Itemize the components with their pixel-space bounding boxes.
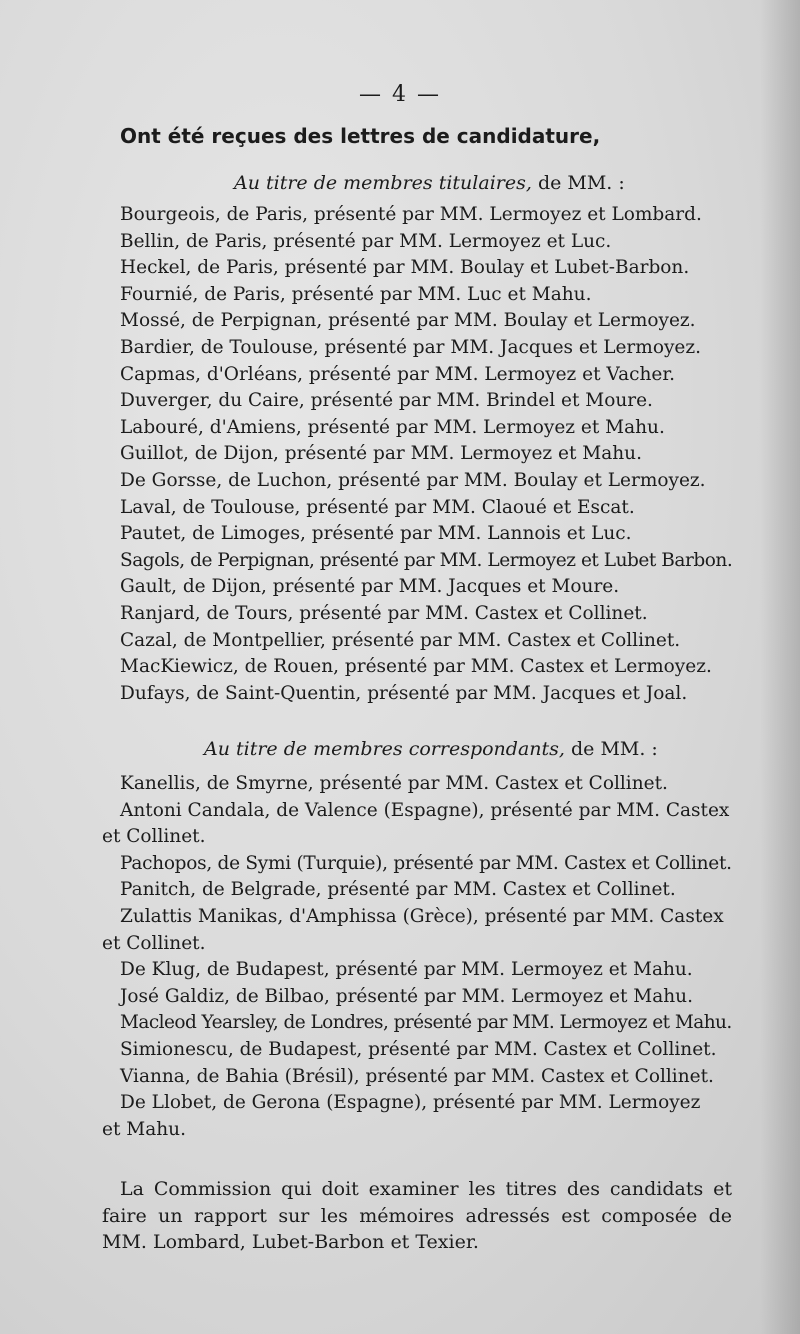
candidate-line: Vianna, de Bahia (Brésil), présenté par MM. Castex et Collinet. [120, 1065, 714, 1087]
candidate-line: Bellin, de Paris, présenté par MM. Lermoyez et Luc. [120, 230, 612, 252]
candidate-line: MacKiewicz, de Rouen, présenté par MM. Castex et Lermoyez. [120, 656, 712, 678]
candidate-line: De Llobet, de Gerona (Espagne), présenté par MM. Lermoyez [120, 1092, 701, 1114]
page-edge-shadow [760, 0, 800, 1334]
candidate-line: Simionescu, de Budapest, présenté par MM. Castex et Collinet. [120, 1038, 717, 1060]
candidate-line: Cazal, de Montpellier, présenté par MM. Castex et Collinet. [120, 629, 681, 651]
candidate-line: De Gorsse, de Luchon, présenté par MM. Boulay et Lermoyez. [120, 469, 706, 491]
candidate-line: Sagols, de Perpignan, présenté par MM. Lermoyez et Lubet Barbon. [120, 549, 733, 571]
candidate-line: José Galdiz, de Bilbao, présenté par MM. Lermoyez et Mahu. [120, 985, 693, 1007]
candidate-line: Pautet, de Limoges, présenté par MM. Lannois et Luc. [120, 523, 632, 545]
candidate-line: Macleod Yearsley, de Londres, présenté par MM. Lermoyez et Mahu. [120, 1012, 732, 1034]
page-number: — 4 — [359, 82, 441, 107]
candidate-line: Laval, de Toulouse, présenté par MM. Claoué et Escat. [120, 496, 635, 518]
titulaires-list [102, 202, 732, 707]
candidate-line: Ranjard, de Tours, présenté par MM. Castex et Collinet. [120, 602, 648, 624]
section-correspondants-label: Au titre de membres correspondants, [204, 738, 565, 760]
candidate-line: Capmas, d'Orléans, présenté par MM. Lermoyez et Vacher. [120, 363, 676, 385]
candidate-line: Pachopos, de Symi (Turquie), présenté par MM. Castex et Collinet. [120, 852, 732, 874]
candidate-line: Panitch, de Belgrade, présenté par MM. Castex et Collinet. [120, 879, 676, 901]
candidate-line: Guillot, de Dijon, présenté par MM. Lermoyez et Mahu. [120, 443, 642, 465]
candidate-line: Duverger, du Caire, présenté par MM. Brindel et Moure. [120, 390, 653, 412]
candidate-line-continuation: et Mahu. [102, 1118, 186, 1140]
candidate-line: De Klug, de Budapest, présenté par MM. Lermoyez et Mahu. [120, 959, 693, 981]
commission-paragraph: La Commission qui doit examiner les titres des candidats et faire un rapport sur les mémoires adressés est composée de MM. Lombard, Lubet-Barbon et Texier. [102, 1178, 732, 1254]
section-titulaires-title [102, 172, 800, 194]
section-correspondants-suffix: de MM. : [564, 738, 658, 760]
candidate-line: Gault, de Dijon, présenté par MM. Jacques et Moure. [120, 576, 620, 598]
section-correspondants-title [102, 738, 800, 760]
candidate-line: Bourgeois, de Paris, présenté par MM. Lermoyez et Lombard. [120, 204, 702, 225]
candidate-line-continuation: et Collinet. [102, 932, 206, 954]
candidature-heading: Ont été reçues des lettres de candidature, [120, 124, 601, 148]
candidate-line: Fournié, de Paris, présenté par MM. Luc et Mahu. [120, 283, 592, 305]
candidate-line: Kanellis, de Smyrne, présenté par MM. Castex et Collinet. [120, 773, 668, 794]
candidate-line: Mossé, de Perpignan, présenté par MM. Boulay et Lermoyez. [120, 310, 696, 332]
candidate-line: Zulattis Manikas, d'Amphissa (Grèce), présenté par MM. Castex [120, 905, 724, 927]
section-titulaires-suffix: de MM. : [531, 172, 625, 194]
candidate-line: Bardier, de Toulouse, présenté par MM. Jacques et Lermoyez. [120, 336, 701, 358]
correspondants-list [102, 771, 732, 1143]
candidate-line: Heckel, de Paris, présenté par MM. Boulay et Lubet-Barbon. [120, 257, 690, 279]
candidate-line: Dufays, de Saint-Quentin, présenté par MM. Jacques et Joal. [120, 682, 688, 704]
candidate-line-continuation: et Collinet. [102, 826, 206, 848]
candidate-line: Antoni Candala, de Valence (Espagne), présenté par MM. Castex [120, 799, 730, 821]
section-titulaires-label: Au titre de membres titulaires, [234, 172, 532, 194]
candidate-line: Labouré, d'Amiens, présenté par MM. Lermoyez et Mahu. [120, 416, 665, 438]
